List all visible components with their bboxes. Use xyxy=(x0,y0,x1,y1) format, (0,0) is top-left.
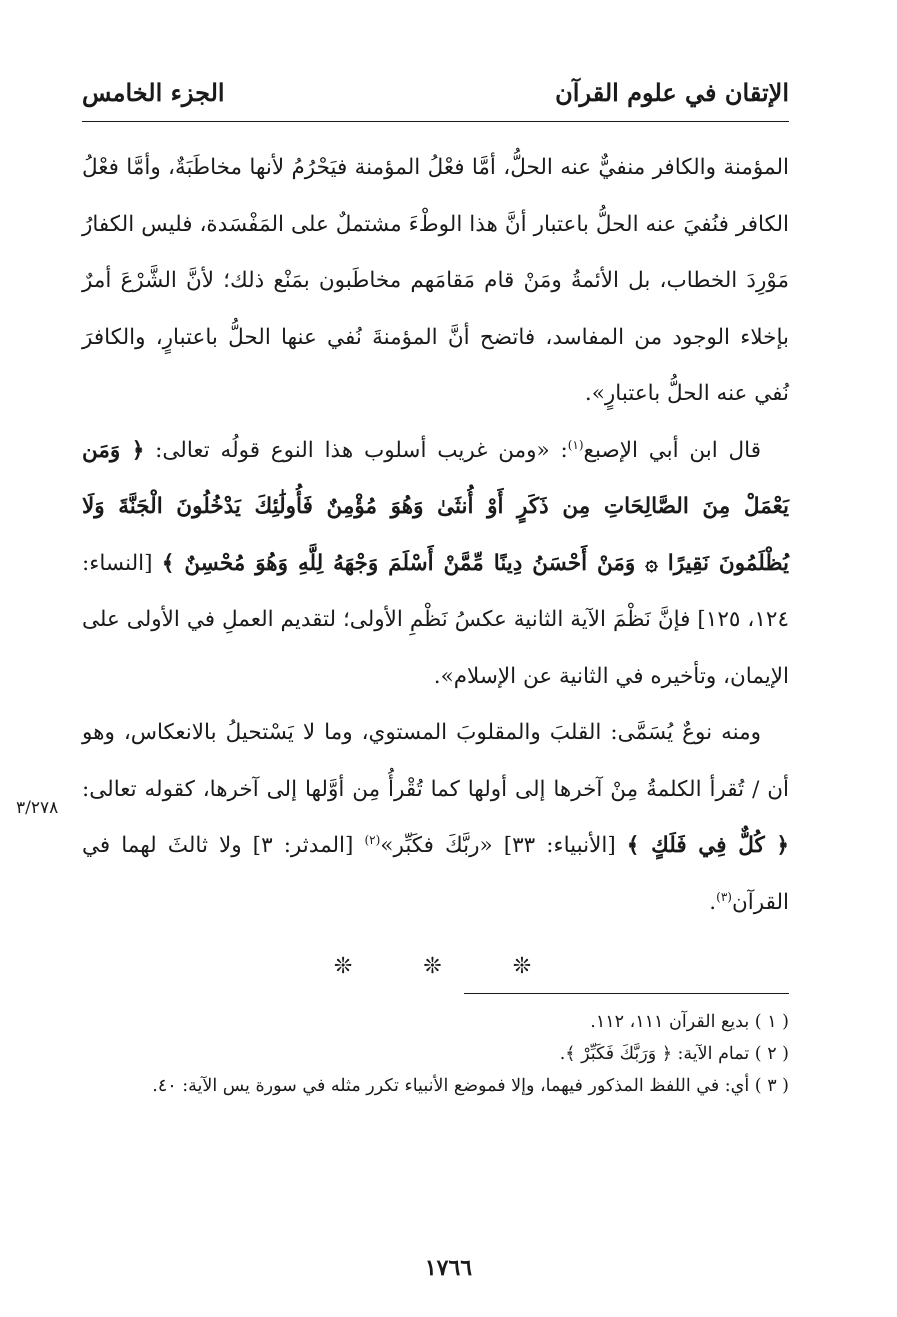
paragraph-2-text: : «ومن غريب أسلوب هذا النوع قولُه تعالى: xyxy=(144,437,568,463)
margin-page-reference: ٣/٢٧٨ xyxy=(16,798,59,818)
main-text xyxy=(82,140,789,931)
footnote-ref-3: (٣) xyxy=(716,889,732,904)
footnote-1: ( ١ ) بديع القرآن ١١١، ١١٢. xyxy=(590,1012,789,1032)
paragraph-3-text: [الأنبياء: ٣٣] «ربَّكَ فكَبِّر» xyxy=(380,833,627,858)
footnote-divider xyxy=(464,993,789,994)
paragraph-3-end: . xyxy=(709,889,717,915)
paragraph-3-rest: [المدثر: ٣] ولا ثالثَ لهما في القرآن xyxy=(82,833,789,915)
footnotes xyxy=(82,1006,789,1102)
header-divider xyxy=(82,121,789,122)
footnote-ref-1: (١) xyxy=(567,437,584,452)
footnote-3: ( ٣ ) أي: في اللفظ المذكور فيهما، وإلا فموضع الأنبياء تكرر مثله في سورة يس الآية: ٤٠. xyxy=(152,1076,789,1096)
paragraph-3 xyxy=(82,705,789,931)
paragraph-2 xyxy=(82,423,789,706)
paragraph-2-intro: قال ابن أبي الإصبع xyxy=(583,437,761,463)
quran-verse-anbiya: ﴿ كُلٌّ فِي فَلَكٍ ﴾ xyxy=(626,833,790,858)
quran-verse-nisa: ﴿ وَمَن يَعْمَلْ مِنَ الصَّالِحَاتِ مِن ذَكَرٍ أَوْ أُنثَىٰ وَهُوَ مُؤْمِنٌ فَأُولَٰئِكَ يَدْخُلُونَ الْجَنَّةَ وَلَا يُظْلَمُونَ نَقِيرًا ۞ وَمَنْ أَحْسَنُ دِينًا مِّمَّنْ أَسْلَمَ وَجْهَهُ لِلَّهِ وَهُوَ مُحْسِنٌ ﴾ xyxy=(82,437,789,576)
page-number: ١٧٦٦ xyxy=(424,1255,473,1281)
section-separator: ❊ ❊ ❊ xyxy=(333,954,564,979)
footnote-2: ( ٢ ) تمام الآية: ﴿ وَرَبَّكَ فَكَبِّرْ ﴾. xyxy=(559,1044,789,1064)
paragraph-2-rest: [النساء: ١٢٤، ١٢٥] فإنَّ نَظْمَ الآية الثانية عكسُ نَظْمِ الأولى؛ لتقديم العملِ في الأولى على الإيمان، وتأخيره في الثانية عن الإسلام». xyxy=(82,550,789,689)
footnote-ref-2: (٢) xyxy=(364,832,381,847)
paragraph-1: المؤمنة والكافر منفيٌّ عنه الحلُّ، أمَّا فعْلُ المؤمنة فيَحْرُمُ لأنها مخاطَبَةٌ، وأمَّا فعْلُ الكافر فنُفيَ عنه الحلُّ باعتبار أنَّ هذا الوطْءَ مشتملٌ على المَفْسَدة، فليس الكفارُ مَوْرِدَ الخطاب، بل الأئمةُ ومَنْ قام مَقامَهم مخاطَبون بمَنْع ذلك؛ لأنَّ الشَّرْعَ أمرٌ بإخلاء الوجود من المفاسد، فاتضح أنَّ المؤمنةَ نُفي عنها الحلُّ باعتبارٍ، والكافرَ نُفي عنه الحلُّ باعتبارٍ». xyxy=(82,155,789,406)
book-title: الإتقان في علوم القرآن xyxy=(555,78,789,107)
volume-label: الجزء الخامس xyxy=(82,78,225,107)
paragraph-3-intro: ومنه نوعٌ يُسَمَّى: القلبَ والمقلوبَ المستوي، وما لا يَسْتحيلُ بالانعكاس، وهو أن / تُقرأ الكلمةُ مِنْ آخرها إلى أولها كما تُقْرأُ مِن أوَّلها إلى آخرها، كقوله تعالى: xyxy=(82,720,789,802)
